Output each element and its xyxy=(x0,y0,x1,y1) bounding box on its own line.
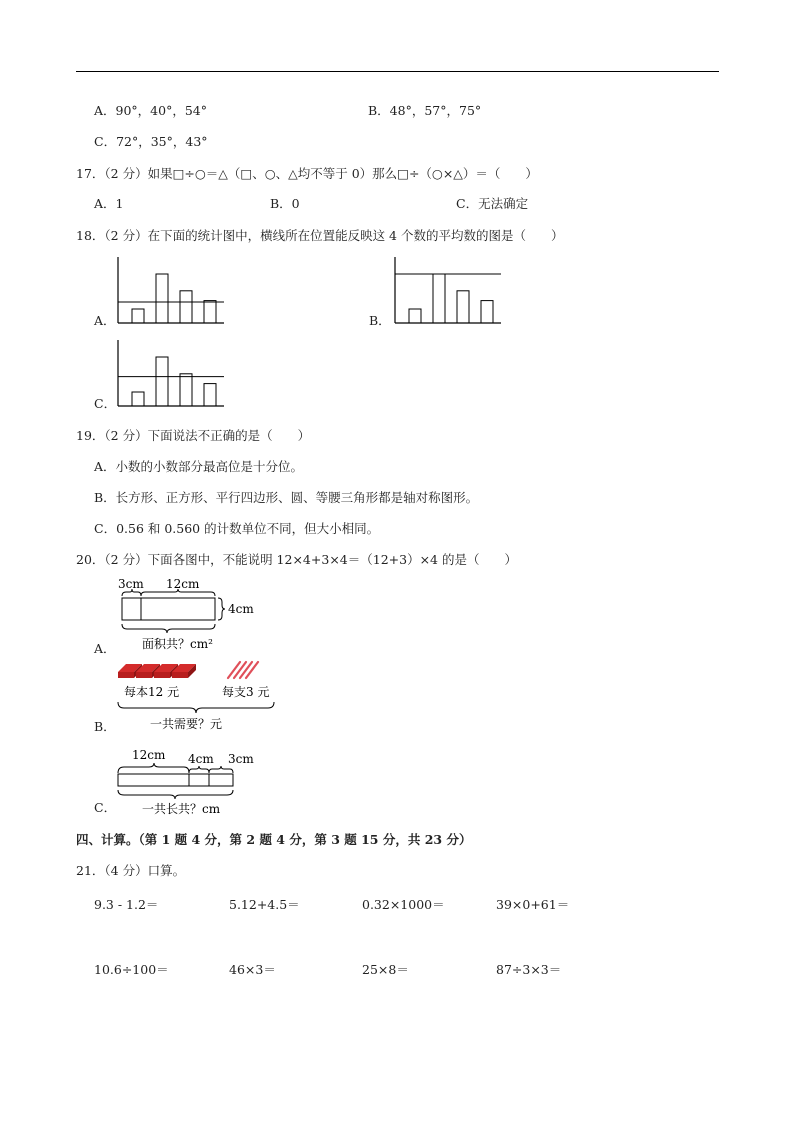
q20b-pen-price: 每支3 元 xyxy=(222,685,270,699)
q19-option-a: A．小数的小数部分最高位是十分位。 xyxy=(94,459,304,474)
bar-3 xyxy=(180,291,192,323)
q18-option-b: B． xyxy=(369,313,391,328)
q20-diagram-b xyxy=(112,658,292,738)
header-rule xyxy=(76,71,719,72)
q21-item-3: 0.32×1000＝ xyxy=(362,897,445,912)
q20-diagram-a xyxy=(112,572,272,656)
q19-option-c: C．0.56 和 0.560 的计数单位不同，但大小相同。 xyxy=(94,521,380,536)
bar-2 xyxy=(433,274,445,323)
q18-chart-b xyxy=(389,255,505,327)
books-icon xyxy=(118,664,196,678)
q20a-label-3cm: 3cm xyxy=(118,577,144,591)
bar-4 xyxy=(481,301,493,323)
q20c-label-3cm: 3cm xyxy=(228,752,254,766)
q20-stem: 20．（2 分）下面各图中，不能说明 12×4+3×4＝（12+3）×4 的是（ ） xyxy=(76,552,517,567)
q18-chart-c xyxy=(112,338,228,410)
q21-item-1: 9.3 - 1.2＝ xyxy=(94,897,159,912)
q19-stem: 19．（2 分）下面说法不正确的是（ ） xyxy=(76,428,311,443)
bar-1 xyxy=(132,309,144,323)
q18-option-c: C． xyxy=(94,396,117,411)
q20c-caption: 一共长共？cm xyxy=(142,802,221,816)
q20c-label-12cm: 12cm xyxy=(132,748,166,762)
q17-option-b: B．0 xyxy=(270,196,300,211)
bar-4 xyxy=(204,301,216,323)
q20b-book-price: 每本12 元 xyxy=(124,685,180,699)
q18-option-a: A． xyxy=(94,313,116,328)
q21-item-6: 46×3＝ xyxy=(229,962,276,977)
q17-option-c: C．无法确定 xyxy=(456,196,529,211)
q19-option-b: B．长方形、正方形、平行四边形、圆、等腰三角形都是轴对称图形。 xyxy=(94,490,479,505)
bar-1 xyxy=(132,392,144,406)
bar-1 xyxy=(409,309,421,323)
section-4-title: 四、计算。（第 1 题 4 分，第 2 题 4 分，第 3 题 15 分，共 23 分） xyxy=(76,832,472,847)
q20-option-c: C． xyxy=(94,800,117,815)
q16-option-b: B．48°，57°，75° xyxy=(368,103,482,118)
q18-chart-a xyxy=(112,255,228,327)
q20-diagram-c xyxy=(112,743,272,819)
q17-stem: 17．（2 分）如果□÷○＝△（□、○、△均不等于 0）那么□÷（○×△）＝（ ） xyxy=(76,166,538,181)
q20c-label-4cm: 4cm xyxy=(188,752,214,766)
bar-3 xyxy=(180,374,192,406)
q20a-caption: 面积共？cm² xyxy=(142,637,213,651)
q18-stem: 18．（2 分）在下面的统计图中，横线所在位置能反映这 4 个数的平均数的图是（ ） xyxy=(76,228,564,243)
q21-item-4: 39×0+61＝ xyxy=(496,897,570,912)
q20b-caption: 一共需要？元 xyxy=(150,717,223,731)
q20-option-a: A． xyxy=(94,641,116,656)
q21-item-8: 87÷3×3＝ xyxy=(496,962,562,977)
q21-item-7: 25×8＝ xyxy=(362,962,409,977)
q20-option-b: B． xyxy=(94,719,116,734)
bar-2 xyxy=(156,357,168,406)
bar-4 xyxy=(204,384,216,406)
q20a-label-4cm: 4cm xyxy=(228,602,254,616)
bar-2 xyxy=(156,274,168,323)
q16-option-a: A．90°，40°，54° xyxy=(94,103,207,118)
bar-3 xyxy=(457,291,469,323)
q21-item-5: 10.6÷100＝ xyxy=(94,962,169,977)
q21-item-2: 5.12+4.5＝ xyxy=(229,897,300,912)
pencils-icon xyxy=(228,662,258,678)
q20a-label-12cm: 12cm xyxy=(166,577,200,591)
q21-stem: 21．（4 分）口算。 xyxy=(76,863,186,878)
q16-option-c: C．72°，35°，43° xyxy=(94,134,208,149)
q17-option-a: A．1 xyxy=(94,196,124,211)
